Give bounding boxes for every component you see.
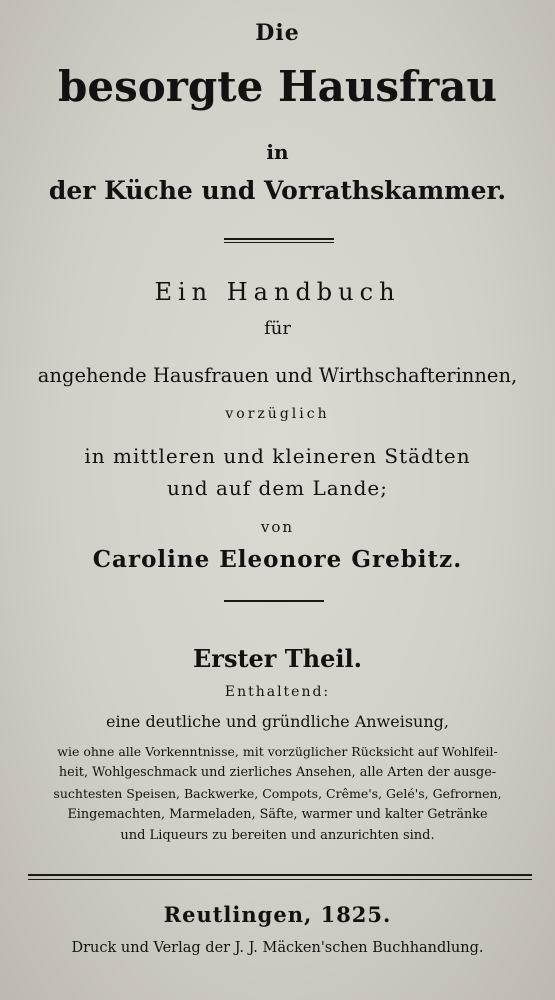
land-line: und auf dem Lande; bbox=[167, 476, 388, 500]
body-line: suchtesten Speisen, Backwerke, Compots, Crême's, Gelé's, Gefrornen, bbox=[53, 786, 502, 801]
von-label: von bbox=[260, 518, 295, 536]
handbook-label: Ein Handbuch bbox=[154, 278, 401, 306]
divider-1 bbox=[224, 238, 334, 243]
publisher-line: Druck und Verlag der J. J. Mäcken'schen Buchhandlung. bbox=[71, 940, 484, 956]
towns-line: in mittleren und kleineren Städten bbox=[84, 444, 471, 468]
fuer-label: für bbox=[264, 318, 291, 339]
body-line: und Liqueurs zu bereiten und anzurichten sind. bbox=[120, 828, 435, 843]
place-year: Reutlingen, 1825. bbox=[163, 902, 392, 927]
audience-line: angehende Hausfrauen und Wirthschafterinnen, bbox=[37, 364, 518, 387]
body-line: wie ohne alle Vorkenntnisse, mit vorzüglicher Rücksicht auf Wohlfeil- bbox=[57, 744, 498, 759]
vorzueglich-label: vorzüglich bbox=[225, 406, 330, 422]
title-in: in bbox=[266, 140, 289, 164]
author-name: Caroline Eleonore Grebitz. bbox=[92, 546, 463, 573]
divider-3 bbox=[28, 874, 532, 880]
title-die: Die bbox=[255, 20, 300, 46]
subtitle: der Küche und Vorrathskammer. bbox=[48, 176, 507, 205]
intro-line: eine deutliche und gründliche Anweisung, bbox=[106, 712, 449, 731]
body-line: heit, Wohlgeschmack und zierliches Ansehen, alle Arten der ausge- bbox=[58, 765, 497, 780]
body-line: Eingemachten, Marmeladen, Säfte, warmer und kalter Getränke bbox=[67, 807, 488, 822]
part-title: Erster Theil. bbox=[193, 644, 362, 673]
enthaltend-label: Enthaltend: bbox=[224, 684, 331, 700]
main-title: besorgte Hausfrau bbox=[57, 62, 497, 111]
divider-2 bbox=[224, 600, 324, 602]
